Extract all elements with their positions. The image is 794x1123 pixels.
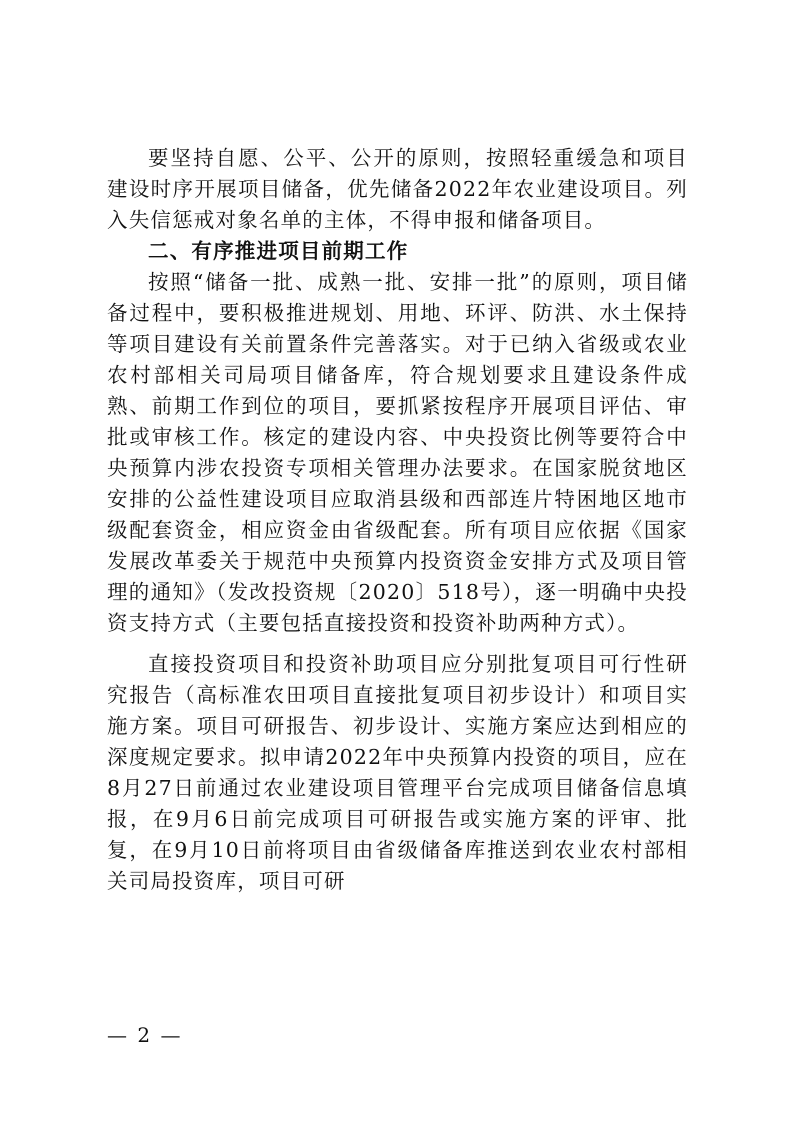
paragraph-preliminary-work: 按照“储备一批、成熟一批、安排一批”的原则，项目储备过程中，要积极推进规划、用地、环评、防洪、水土保持等项目建设有关前置条件完善落实。对于已纳入省级或农业农村部相关司局项目储备库，符合规划要求且建设条件成熟、前期工作到位的项目，要抓紧按程序开展项目评估、审批或审核工作。核定的建设内容、中央投资比例等要符合中央预算内涉农投资专项相关管理办法要求。在国家脱贫地区安排的公益性建设项目应取消县级和西部连片特困地区地市级配套资金，相应资金由省级配套。所有项目应依据《国家发展改革委关于规范中央预算内投资资金安排方式及项目管理的通知》（发改投资规〔2020〕518号），逐一明确中央投资支持方式（主要包括直接投资和投资补助两种方式）。: [107, 270, 688, 635]
paragraph-project-reserve-principles: 要坚持自愿、公平、公开的原则，按照轻重缓急和项目建设时序开展项目储备，优先储备2022年农业建设项目。列入失信惩戒对象名单的主体，不得申报和储备项目。: [107, 146, 688, 232]
section-heading: 二、有序推进项目前期工作: [148, 239, 409, 263]
paragraph-spacer: [107, 639, 688, 649]
paragraph-approval-requirements: 直接投资项目和投资补助项目应分别批复项目可行性研究报告（高标准农田项目直接批复项目初步设计）和项目实施方案。项目可研报告、初步设计、实施方案应达到相应的深度规定要求。拟申请2022年中央预算内投资的项目，应在8月27日前通过农业建设项目管理平台完成项目储备信息填报，在9月6日前完成项目可研报告或实施方案的评审、批复，在9月10日前将项目由省级储备库推送到农业农村部相关司局投资库，项目可研: [107, 652, 688, 893]
document-body: [107, 143, 688, 897]
page-number: — 2 —: [107, 1023, 183, 1047]
